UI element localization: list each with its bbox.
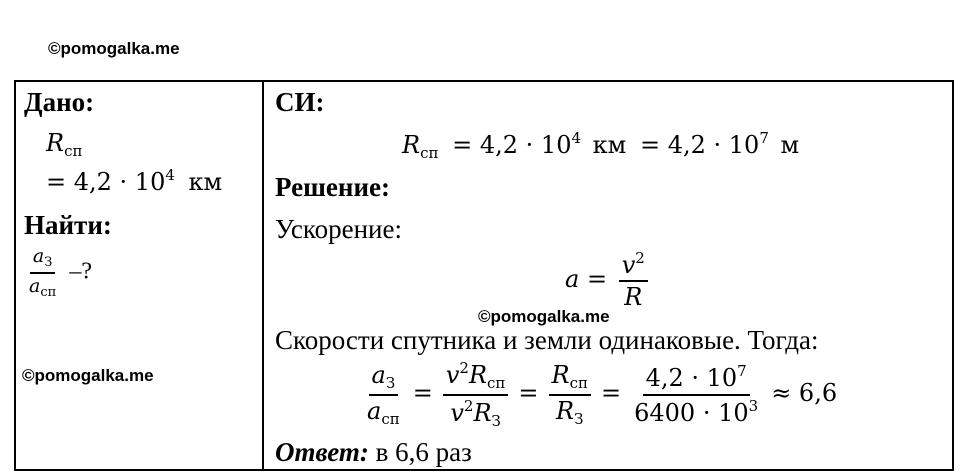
acceleration-label: Ускорение:: [275, 214, 402, 244]
find-header: Найти:: [24, 210, 112, 240]
watermark-top: ©pomogalka.me: [48, 39, 180, 58]
watermark-left: ©pomogalka.me: [22, 366, 154, 385]
speeds-equal-text: Скорости спутника и земли одинаковые. Тогда:: [275, 325, 819, 355]
acceleration-formula: a = $\frac{v^2}{R}$: [565, 250, 652, 311]
watermark-center: ©pomogalka.me: [478, 307, 610, 326]
given-radius-value: = $4,2 \cdot 10^4$ км: [46, 166, 223, 196]
given-header: Дано:: [24, 87, 95, 117]
given-radius: $R_{сп}$: [46, 129, 83, 160]
answer: Ответ: в 6,6 раз: [275, 437, 472, 467]
si-header: СИ:: [275, 87, 325, 117]
column-divider: [262, 80, 264, 471]
ratio-formula: $\frac{a_З}{a_{сп}}$ = $\frac{v^2R_{сп}}{v^2R_З}$ = $\frac{R_{сп}}{R_З}$ = $\frac{4,2 \cdot 10^7}{6400 \cdot 10^3}$ ≈ 6,6: [367, 359, 838, 430]
solution-header: Решение:: [275, 172, 390, 202]
find-ratio: $\frac{a_З}{a_{сп}}$ –?: [29, 245, 92, 301]
si-conversion: $R_{сп} = 4,2 \cdot 10^4$ км = $4,2 \cdot 10^7$ м: [402, 129, 800, 162]
